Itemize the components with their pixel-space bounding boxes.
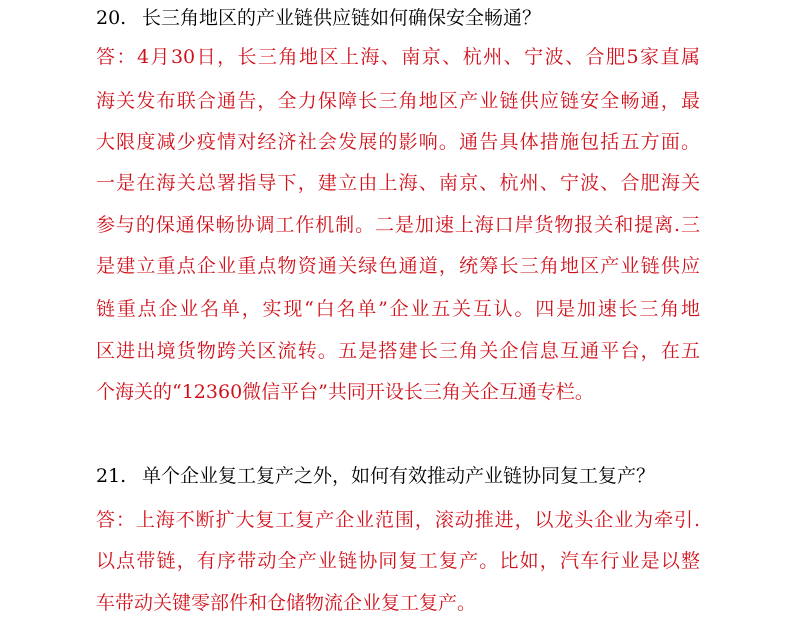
answer-line: 一是在海关总署指导下，建立由上海、南京、杭州、宁波、合肥海关 <box>96 172 700 194</box>
question-heading-21 <box>96 464 655 488</box>
answer-line: 答：4月30日，长三角地区上海、南京、杭州、宁波、合肥5家直属 <box>96 46 700 68</box>
answer-line: 以点带链，有序带动全产业链协同复工复产。比如，汽车行业是以整 <box>96 550 700 572</box>
answer-line: 参与的保通保畅协调工作机制。二是加速上海口岸货物报关和提离.三 <box>96 214 700 236</box>
answer-line: 海关发布联合通告，全力保障长三角地区产业链供应链安全畅通，最 <box>96 90 700 112</box>
answer-line: 大限度减少疫情对经济社会发展的影响。通告具体措施包括五方面。 <box>96 131 700 153</box>
question-number: 20. <box>96 7 127 29</box>
question-heading-20 <box>96 6 541 30</box>
answer-line: 是建立重点企业重点物资通关绿色通道，统筹长三角地区产业链供应 <box>96 255 700 277</box>
question-text: 长三角地区的产业链供应链如何确保安全畅通？ <box>142 7 542 29</box>
question-number: 21. <box>96 465 127 487</box>
answer-line: 链重点企业名单，实现“白名单”企业五关互认。四是加速长三角地 <box>96 298 700 320</box>
answer-line: 区进出境货物跨关区流转。五是搭建长三角关企信息互通平台，在五 <box>96 340 700 362</box>
answer-line: 答：上海不断扩大复工复产企业范围，滚动推进，以龙头企业为牵引. <box>96 509 700 531</box>
answer-line: 个海关的“12360微信平台”共同开设长三角关企互通专栏。 <box>96 381 594 403</box>
question-text: 单个企业复工复产之外，如何有效推动产业链协同复工复产？ <box>142 465 656 487</box>
answer-line: 车带动关键零部件和仓储物流企业复工复产。 <box>96 592 477 614</box>
